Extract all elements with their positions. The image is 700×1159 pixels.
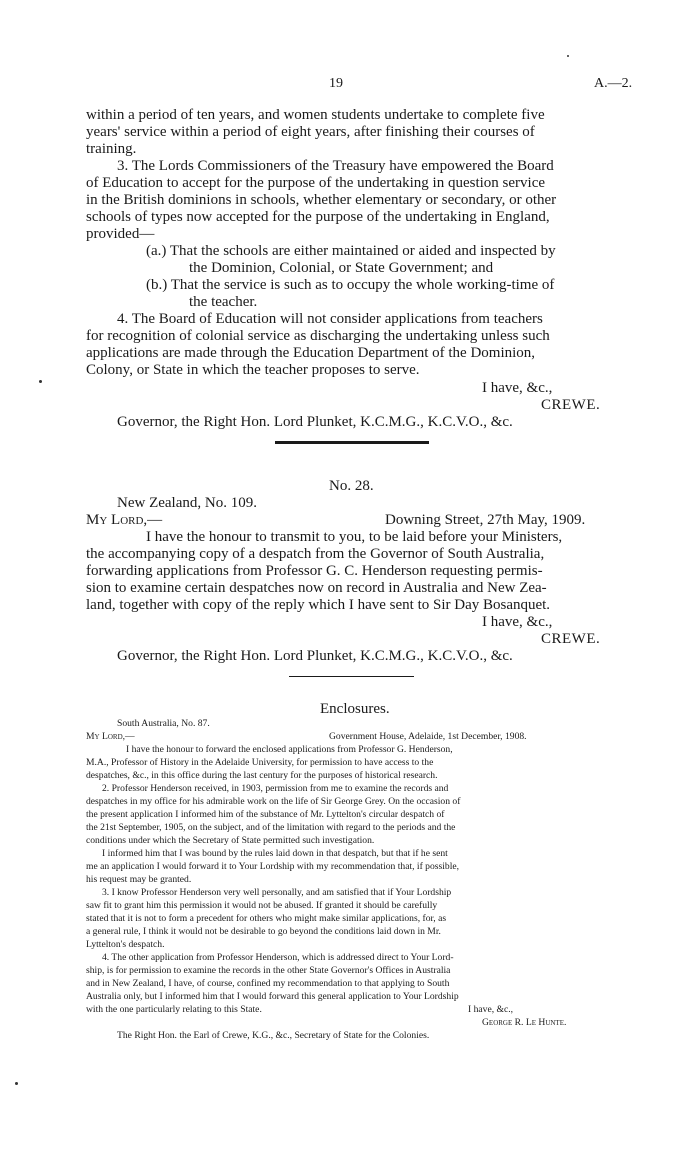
addressee: The Right Hon. the Earl of Crewe, K.G., &c., Secretary of State for the Colonies. (117, 1030, 430, 1041)
text-line: I have the honour to transmit to you, to be laid before your Ministers, (146, 529, 563, 545)
text-line: the accompanying copy of a despatch from the Governor of South Australia, (86, 546, 545, 562)
margin-mark (567, 55, 569, 57)
text-line: the Dominion, Colonial, or State Government; and (189, 260, 494, 276)
text-line: for recognition of colonial service as discharging the undertaking unless such (86, 328, 550, 344)
text-line: me an application I would forward it to Your Lordship with my recommendation that, if possible, (86, 861, 460, 872)
addressee: Governor, the Right Hon. Lord Plunket, K.C.M.G., K.C.V.O., &c. (117, 414, 513, 430)
addressee: Governor, the Right Hon. Lord Plunket, K.C.M.G., K.C.V.O., &c. (117, 648, 513, 664)
text-line: and in New Zealand, I have, of course, confined my recommendation to that applying to South (86, 978, 450, 989)
salutation: My Lord,— (86, 731, 135, 742)
text-line: 3. The Lords Commissioners of the Treasury have empowered the Board (117, 158, 554, 174)
text-line: applications are made through the Education Department of the Dominion, (86, 345, 536, 361)
text-line: saw fit to grant him this permission it would not be abused. If granted it should be carefully (86, 900, 438, 911)
text-line: his request may be granted. (86, 874, 192, 885)
text-line: I informed him that I was bound by the rules laid down in that despatch, but that if he sent (102, 848, 448, 859)
signature: CREWE. (541, 631, 601, 647)
text-line: (b.) That the service is such as to occupy the whole working-time of (146, 277, 555, 293)
text-line: despatches in my office for his admirable work on the life of Sir George Grey. On the occasion of (86, 796, 461, 807)
text-line: the 21st September, 1905, on the subject, and of the limitation with regard to the periods and the (86, 822, 456, 833)
location-date: Downing Street, 27th May, 1909. (385, 512, 586, 528)
text-line: 2. Professor Henderson received, in 1903, permission from me to examine the records and (102, 783, 449, 794)
closing: I have, &c., (482, 614, 553, 630)
text-line: sion to examine certain despatches now on record in Australia and New Zea- (86, 580, 547, 596)
section-divider (275, 441, 429, 444)
salutation: My Lord,— (86, 512, 163, 528)
text-line: land, together with copy of the reply which I have sent to Sir Day Bosanquet. (86, 597, 551, 613)
margin-mark (39, 380, 42, 383)
closing: I have, &c., (468, 1004, 514, 1015)
text-line: 4. The Board of Education will not consider applications from teachers (117, 311, 543, 327)
text-line: M.A., Professor of History in the Adelaide University, for permission to have access to the (86, 757, 434, 768)
text-line: forwarding applications from Professor G. C. Henderson requesting permis- (86, 563, 543, 579)
text-line: of Education to accept for the purpose of the undertaking in question service (86, 175, 546, 191)
despatch-reference: New Zealand, No. 109. (117, 495, 257, 511)
text-line: conditions under which the Secretary of State permitted such investigation. (86, 835, 375, 846)
text-line: schools of types now accepted for the purpose of the undertaking in England, (86, 209, 550, 225)
text-line: I have the honour to forward the enclosed applications from Professor G. Henderson, (126, 744, 453, 755)
text-line: Australia only, but I informed him that I would forward this general application to Your Lordship (86, 991, 459, 1002)
margin-mark (15, 1082, 18, 1085)
text-line: a general rule, I think it would not be desirable to go beyond the conditions laid down in Mr. (86, 926, 441, 937)
text-line: ship, is for permission to examine the records in the other State Governor's Offices in Australia (86, 965, 451, 976)
text-line: with the one particularly relating to this State. (86, 1004, 262, 1015)
text-line: (a.) That the schools are either maintained or aided and inspected by (146, 243, 556, 259)
despatch-number: No. 28. (329, 478, 374, 494)
signature: George R. Le Hunte. (482, 1017, 567, 1028)
text-line: provided— (86, 226, 155, 242)
text-line: 3. I know Professor Henderson very well personally, and am satisfied that if Your Lordship (102, 887, 452, 898)
text-line: Lyttelton's despatch. (86, 939, 165, 950)
text-line: within a period of ten years, and women students undertake to complete five (86, 107, 545, 123)
enclosure-reference: South Australia, No. 87. (117, 718, 210, 729)
document-reference: A.—2. (594, 76, 633, 91)
text-line: despatches, &c., in this office during the last century for the purposes of historical research. (86, 770, 438, 781)
section-divider (289, 676, 414, 677)
text-line: stated that it is not to form a precedent for others who might make similar applications, for, as (86, 913, 447, 924)
location-date: Government House, Adelaide, 1st December, 1908. (329, 731, 527, 742)
text-line: years' service within a period of eight years, after finishing their courses of (86, 124, 535, 140)
text-line: the present application I informed him of the substance of Mr. Lyttelton's circular despatch of (86, 809, 445, 820)
text-line: the teacher. (189, 294, 258, 310)
closing: I have, &c., (482, 380, 553, 396)
text-line: training. (86, 141, 137, 157)
text-line: Colony, or State in which the teacher proposes to serve. (86, 362, 420, 378)
text-line: in the British dominions in schools, whether elementary or secondary, or other (86, 192, 557, 208)
enclosures-title: Enclosures. (320, 701, 390, 717)
signature: CREWE. (541, 397, 601, 413)
text-line: 4. The other application from Professor Henderson, which is addressed direct to Your Lord- (102, 952, 454, 963)
page-number: 19 (329, 76, 343, 91)
